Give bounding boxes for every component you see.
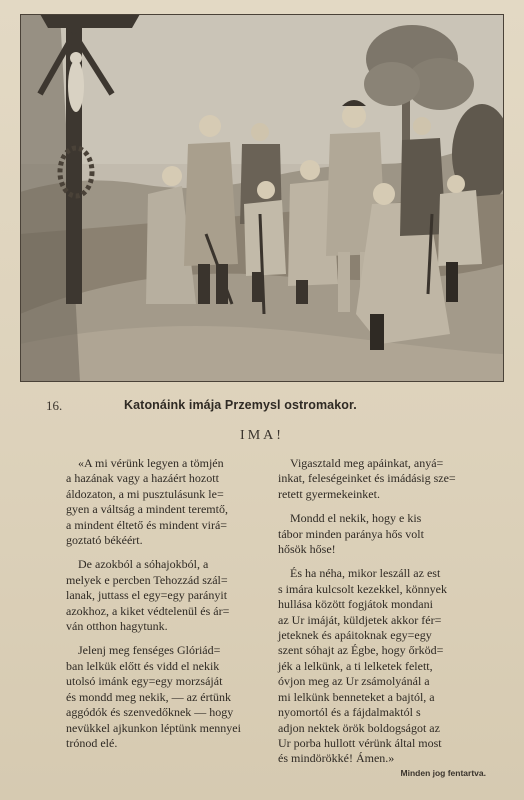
prayer-line: utolsó imánk egy=egy morzsáját (66, 674, 223, 689)
prayer-line: nyomortól és a fájdalmaktól s (278, 705, 421, 720)
prayer-line: jeteknek és apáitoknak egy=egy (278, 628, 432, 643)
prayer-line: jék a lelkünk, a ti lelketek felett, (278, 658, 433, 673)
prayer-line: adjon nektek örök boldogságot az (278, 720, 440, 735)
prayer-paragraph (66, 643, 260, 751)
prayer-line: De azokból a sóhajokból, a (78, 557, 209, 572)
prayer-line: Mondd el nekik, hogy e kis (290, 511, 422, 526)
prayer-line: melyek e percben Tehozzád szál= (66, 572, 228, 587)
prayer-paragraph (66, 557, 260, 634)
prayer-line: Ur porba hullott vérünk által most (278, 735, 442, 750)
prayer-line: óvjon meg az Ur zsámolyánál a (278, 674, 430, 689)
prayer-line: az Ur imáját, küldjetek akkor fér= (278, 612, 442, 627)
prayer-line: a hazának vagy a hazáért hozott (66, 471, 219, 486)
prayer-line: trónod elé. (66, 735, 118, 750)
prayer-line: ban lelkük előtt és vidd el nekik (66, 658, 220, 673)
prayer-paragraph (66, 456, 260, 548)
rights-notice: Minden jog fentartva. (400, 768, 486, 778)
prayer-line: goztató békéért. (66, 533, 143, 548)
prayer-paragraph (278, 511, 484, 557)
prayer-line: szent sóhajt az Égbe, hogy őrköd= (278, 643, 444, 658)
prayer-line: aggódók és szenvedőknek — hogy (66, 705, 234, 720)
prayer-line: és mondd meg nekik, — az értünk (66, 689, 231, 704)
prayer-line: Jelenj meg fenséges Glóriád= (78, 643, 221, 658)
prayer-line: «A mi vérünk legyen a tömjén (78, 456, 224, 470)
plate-number: 16. (46, 398, 63, 413)
prayer-line: tábor minden paránya hős volt (278, 526, 424, 541)
prayer-right-column (278, 456, 484, 776)
prayer-line: Vigasztald meg apáinkat, anyá= (290, 456, 444, 470)
prayer-line: a mindent éltető és mindent virá= (66, 517, 228, 532)
prayer-line: s imára kulcsolt kezekkel, könnyek (278, 581, 447, 596)
prayer-line: és mindörökké! Ámen.» (278, 751, 395, 766)
prayer-line: hullása között fogjátok mondani (278, 597, 433, 612)
prayer-line: áldozaton, a mi pusztulásunk le= (66, 486, 224, 501)
prayer-paragraph (278, 566, 484, 766)
prayer-line: ván otthon hagytunk. (66, 619, 168, 634)
prayer-line: hősök hőse! (278, 542, 336, 557)
prayer-line: És ha néha, mikor leszáll az est (290, 566, 441, 581)
prayer-left-column (66, 456, 260, 760)
prayer-line: retett gyermekeinket. (278, 486, 380, 501)
prayer-heading: IMA! (240, 428, 284, 443)
soldiers-praying-illustration (20, 14, 504, 382)
prayer-line: mi lelkünk benneteket a bajtól, a (278, 689, 435, 704)
plate-title: Katonáink imája Przemysl ostromakor. (124, 398, 357, 412)
prayer-line: azokhoz, a kiket védtelenül és ár= (66, 603, 230, 618)
prayer-paragraph (278, 456, 484, 502)
prayer-line: nevükkel ajkunkon léptünk mennyei (66, 720, 241, 735)
prayer-line: inkat, feleségeinket és imádásig sze= (278, 471, 456, 486)
prayer-line: gyen a váltság a mindent teremtő, (66, 502, 228, 517)
prayer-line: lanak, juttass el egy=egy parányit (66, 588, 228, 603)
